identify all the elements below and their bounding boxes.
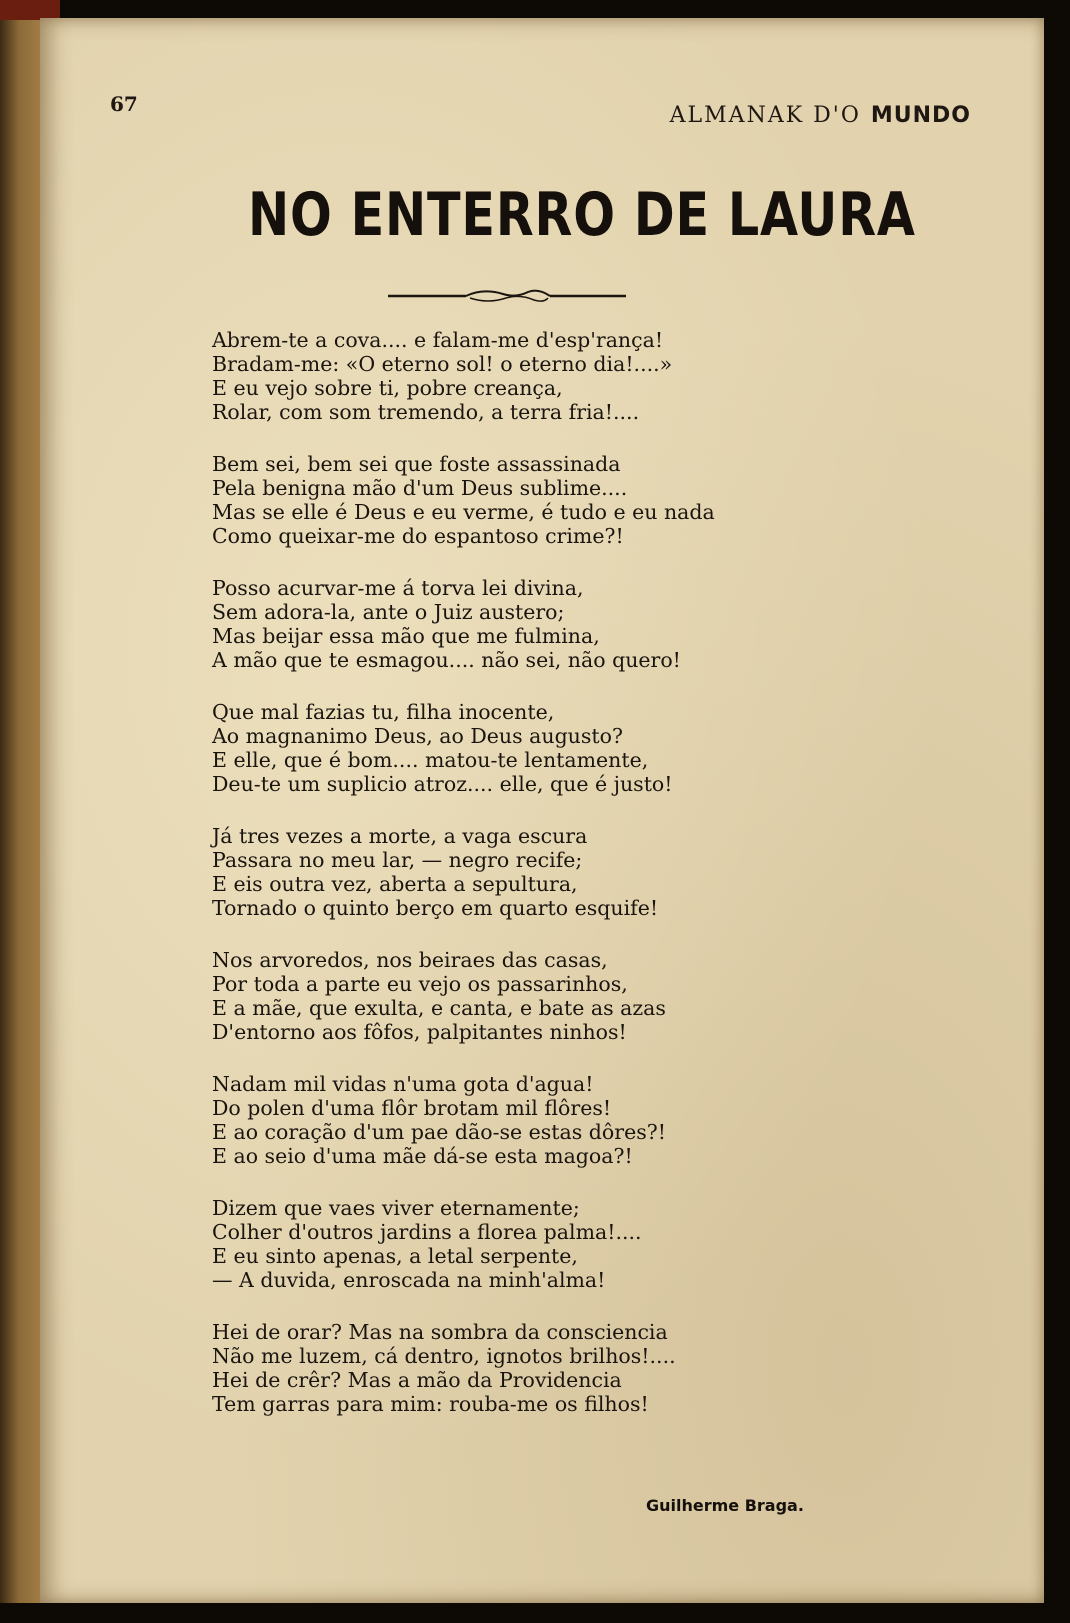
poem-verse: E ao coração d'um pae dão-se estas dôres?! (212, 1120, 666, 1144)
poem-verse: E a mãe, que exulta, e canta, e bate as azas (212, 996, 666, 1020)
poem-verse: E eu vejo sobre ti, pobre creança, (212, 376, 563, 400)
poem-verse: Mas se elle é Deus e eu verme, é tudo e eu nada (212, 500, 715, 524)
poem-verse: Bem sei, bem sei que foste assassinada (212, 452, 621, 476)
poem-verse: Passara no meu lar, — negro recife; (212, 848, 583, 872)
poem-stanza (212, 328, 812, 424)
poem-verse: Sem adora-la, ante o Juiz austero; (212, 600, 565, 624)
poem-verse: Que mal fazias tu, filha inocente, (212, 700, 555, 724)
poem-verse: Ao magnanimo Deus, ao Deus augusto? (212, 724, 623, 748)
poem-stanza (212, 1196, 812, 1292)
poem-stanza (212, 700, 812, 796)
poem-verse: Posso acurvar-me á torva lei divina, (212, 576, 584, 600)
poem-verse: Nos arvoredos, nos beiraes das casas, (212, 948, 608, 972)
poem-verse: Colher d'outros jardins a florea palma!.... (212, 1220, 642, 1244)
poem-stanza (212, 452, 812, 548)
poem-verse: A mão que te esmagou.... não sei, não quero! (212, 648, 681, 672)
poem-verse: Pela benigna mão d'um Deus sublime.... (212, 476, 628, 500)
poem-stanza (212, 1072, 812, 1168)
poem-verse: Do polen d'uma flôr brotam mil flôres! (212, 1096, 612, 1120)
poem-verse: Dizem que vaes viver eternamente; (212, 1196, 580, 1220)
poem-verse: Já tres vezes a morte, a vaga escura (212, 824, 588, 848)
poem-body (212, 328, 812, 1444)
poem-verse: E elle, que é bom.... matou-te lentamente, (212, 748, 649, 772)
poem-verse: Rolar, com som tremendo, a terra fria!.... (212, 400, 640, 424)
poem-stanza (212, 1320, 812, 1416)
poem-verse: D'entorno aos fôfos, palpitantes ninhos! (212, 1020, 627, 1044)
poem-verse: E eu sinto apenas, a letal serpente, (212, 1244, 578, 1268)
poem-verse: Não me luzem, cá dentro, ignotos brilhos!.... (212, 1344, 676, 1368)
poem-verse: Hei de orar? Mas na sombra da consciencia (212, 1320, 668, 1344)
poem-verse: Tem garras para mim: rouba-me os filhos! (212, 1392, 649, 1416)
poem-stanza (212, 576, 812, 672)
running-head-text: ALMANAK D'O (669, 103, 861, 128)
poem-verse: E ao seio d'uma mãe dá-se esta magoa?! (212, 1144, 633, 1168)
poem-stanza (212, 948, 812, 1044)
poem-verse: Abrem-te a cova.... e falam-me d'esp'rança! (212, 328, 664, 352)
decorative-rule-ornament (388, 286, 626, 306)
poem-verse: Deu-te um suplicio atroz.... elle, que é justo! (212, 772, 673, 796)
poem-verse: Hei de crêr? Mas a mão da Providencia (212, 1368, 622, 1392)
poem-verse: — A duvida, enroscada na minh'alma! (212, 1268, 606, 1292)
poem-verse: E eis outra vez, aberta a sepultura, (212, 872, 578, 896)
poem-stanza (212, 824, 812, 920)
author-signature: Guilherme Braga. (646, 1496, 804, 1515)
poem-verse: Por toda a parte eu vejo os passarinhos, (212, 972, 628, 996)
running-head (670, 103, 971, 128)
page-bottom-shadow (0, 1603, 1070, 1623)
poem-verse: Como queixar-me do espantoso crime?! (212, 524, 624, 548)
poem-verse: Bradam-me: «O eterno sol! o eterno dia!....» (212, 352, 673, 376)
poem-title: NO ENTERRO DE LAURA (248, 180, 916, 250)
poem-verse: Mas beijar essa mão que me fulmina, (212, 624, 600, 648)
spine-corner (0, 0, 60, 20)
poem-verse: Tornado o quinto berço em quarto esquife! (212, 896, 659, 920)
page-number: 67 (110, 92, 138, 116)
running-head-brand: MUNDO (870, 103, 971, 128)
book-spine-edge (0, 0, 42, 1623)
poem-verse: Nadam mil vidas n'uma gota d'agua! (212, 1072, 594, 1096)
